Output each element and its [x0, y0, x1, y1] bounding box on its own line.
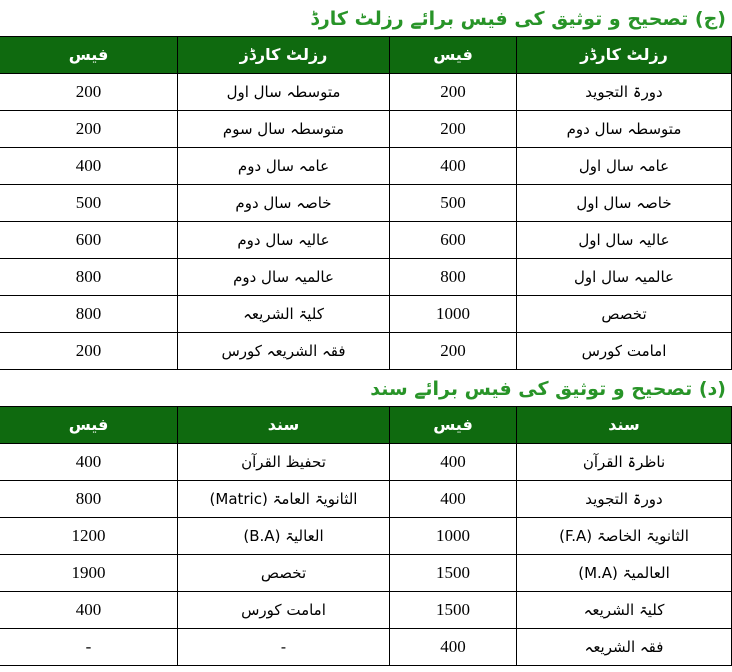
table-row: [0, 110, 732, 147]
item-name-cell: عالمیہ سال دوم: [178, 258, 390, 295]
table-row: [0, 73, 732, 110]
column-header-result-cards-left: رزلٹ کارڈز: [178, 36, 390, 73]
fee-value-cell: 200: [390, 110, 517, 147]
sanad-table-body: [0, 443, 732, 665]
header-row: [0, 406, 732, 443]
header-row: [0, 36, 732, 73]
column-header-fee-right: فیس: [390, 406, 517, 443]
item-name-cell: امامت کورس: [178, 591, 390, 628]
item-name-cell: خاصہ سال اول: [517, 184, 732, 221]
sanad-table-header: [0, 406, 732, 443]
column-header-sanad-left: سند: [178, 406, 390, 443]
item-name-cell: -: [178, 628, 390, 665]
fee-value-cell: 800: [390, 258, 517, 295]
item-name-cell: کلیۃ الشریعہ: [517, 591, 732, 628]
fee-value-cell: 400: [0, 147, 178, 184]
fee-value-cell: 400: [390, 443, 517, 480]
item-name-cell: فقہ الشریعہ: [517, 628, 732, 665]
result-card-table-body: [0, 73, 732, 369]
fee-value-cell: 600: [390, 221, 517, 258]
table-row: [0, 332, 732, 369]
fee-value-cell: 200: [0, 73, 178, 110]
table-row: [0, 480, 732, 517]
item-name-cell: دورۃ التجوید: [517, 73, 732, 110]
section-heading-result-card: (ج) تصحیح و توثیق کی فیس برائے رزلٹ کارڈ: [310, 8, 726, 30]
table-row: [0, 628, 732, 665]
fee-value-cell: 200: [390, 73, 517, 110]
fee-value-cell: 500: [390, 184, 517, 221]
item-name-cell: عالمیہ سال اول: [517, 258, 732, 295]
table-row: [0, 591, 732, 628]
table-row: [0, 184, 732, 221]
item-name-cell: خاصہ سال دوم: [178, 184, 390, 221]
fee-value-cell: 800: [0, 258, 178, 295]
fee-value-cell: 400: [0, 591, 178, 628]
item-name-cell: عامہ سال دوم: [178, 147, 390, 184]
table-row: [0, 295, 732, 332]
fee-value-cell: 1000: [390, 295, 517, 332]
item-name-cell: عالیہ سال دوم: [178, 221, 390, 258]
fee-value-cell: 1500: [390, 591, 517, 628]
column-header-fee-left: فیس: [0, 406, 178, 443]
fee-value-cell: 800: [0, 295, 178, 332]
table-row: [0, 221, 732, 258]
item-name-cell: العالمیۃ (M.A): [517, 554, 732, 591]
item-name-cell: متوسطہ سال دوم: [517, 110, 732, 147]
item-name-cell: عالیہ سال اول: [517, 221, 732, 258]
fee-value-cell: 400: [390, 147, 517, 184]
table-row: [0, 554, 732, 591]
item-name-cell: امامت کورس: [517, 332, 732, 369]
result-card-table-header: [0, 36, 732, 73]
item-name-cell: ناظرۃ القرآن: [517, 443, 732, 480]
result-card-fee-table: [0, 36, 732, 370]
fee-value-cell: 1500: [390, 554, 517, 591]
item-name-cell: کلیۃ الشریعہ: [178, 295, 390, 332]
fee-value-cell: 1900: [0, 554, 178, 591]
table-row: [0, 517, 732, 554]
item-name-cell: الثانویۃ الخاصۃ (F.A): [517, 517, 732, 554]
fee-value-cell: 200: [0, 110, 178, 147]
fee-value-cell: 400: [390, 628, 517, 665]
fee-value-cell: 400: [0, 443, 178, 480]
column-header-fee-right: فیس: [390, 36, 517, 73]
fee-value-cell: 1000: [390, 517, 517, 554]
section-heading-sanad: (د) تصحیح و توثیق کی فیس برائے سند: [370, 377, 726, 400]
fee-value-cell: 200: [390, 332, 517, 369]
column-header-fee-left: فیس: [0, 36, 178, 73]
fee-value-cell: 400: [390, 480, 517, 517]
item-name-cell: دورۃ التجوید: [517, 480, 732, 517]
column-header-sanad-right: سند: [517, 406, 732, 443]
fee-value-cell: 500: [0, 184, 178, 221]
table-row: [0, 258, 732, 295]
fee-value-cell: 600: [0, 221, 178, 258]
fee-value-cell: 800: [0, 480, 178, 517]
item-name-cell: فقہ الشریعہ کورس: [178, 332, 390, 369]
item-name-cell: متوسطہ سال سوم: [178, 110, 390, 147]
item-name-cell: عامہ سال اول: [517, 147, 732, 184]
column-header-result-cards-right: رزلٹ کارڈز: [517, 36, 732, 73]
fee-value-cell: 200: [0, 332, 178, 369]
item-name-cell: تخصص: [178, 554, 390, 591]
item-name-cell: العالیۃ (B.A): [178, 517, 390, 554]
table-row: [0, 443, 732, 480]
fee-value-cell: 1200: [0, 517, 178, 554]
item-name-cell: تحفیظ القرآن: [178, 443, 390, 480]
fee-value-cell: -: [0, 628, 178, 665]
sanad-fee-table: [0, 406, 732, 666]
table-row: [0, 147, 732, 184]
item-name-cell: تخصص: [517, 295, 732, 332]
item-name-cell: متوسطہ سال اول: [178, 73, 390, 110]
item-name-cell: الثانویۃ العامۃ (Matric): [178, 480, 390, 517]
